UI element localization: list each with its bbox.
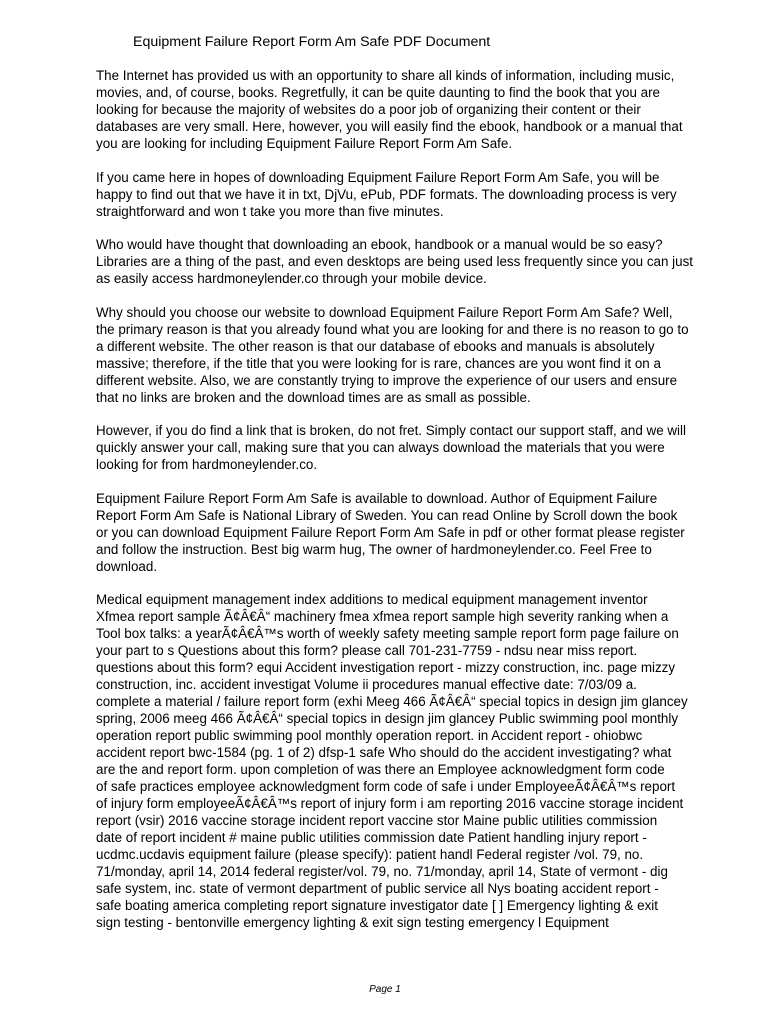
paragraph-formats: If you came here in hopes of downloading Equipment Failure Report Form Am Safe, you will be happy to find out that we have it in txt, DjVu, ePub, PDF formats. The downloading process is very straightforward and won t take you more than five minutes.: [96, 169, 677, 219]
page-number: Page 1: [369, 984, 401, 995]
document-body: [96, 67, 736, 931]
paragraph-availability: Equipment Failure Report Form Am Safe is available to download. Author of Equipment Failure Report Form Am Safe is National Library of Sweden. You can read Online by Scroll down the book or you can download Equipment Failure Report Form Am Safe in pdf or other format please register and follow the instruction. Best big warm hug, The owner of hardmoneylender.co. Feel Free to download.: [96, 490, 685, 574]
paragraph-easy-download: Who would have thought that downloading an ebook, handbook or a manual would be so easy? Libraries are a thing of the past, and even desktops are being used less frequently since you can just as easily access hardmoneylender.co through your mobile device.: [96, 237, 693, 286]
paragraph-intro: The Internet has provided us with an opportunity to share all kinds of information, including music, movies, and, of course, books. Regretfully, it can be quite daunting to find the book that you are looking for because the majority of websites do a poor job of organizing their content or their databases are very small. Here, however, you will easily find the ebook, handbook or a manual that you are looking for including Equipment Failure Report Form Am Safe.: [96, 68, 683, 151]
paragraph-broken-links: However, if you do find a link that is broken, do not fret. Simply contact our support staff, and we will quickly answer your call, making sure that you can always download the materials that you were looking for from hardmoneylender.co.: [96, 423, 686, 472]
paragraph-why-choose: Why should you choose our website to download Equipment Failure Report Form Am Safe? Well, the primary reason is that you already found what you are looking for and there is no reason to go to a different website. The other reason is that our database of ebooks and manuals is absolutely massive; therefore, if the title that you were looking for is rare, chances are you wont find it on a different website. Also, we are constantly trying to improve the experience of our users and ensure that no links are broken and the download times are as small as possible.: [96, 304, 689, 405]
document-title: Equipment Failure Report Form Am Safe PDF Document: [133, 34, 491, 50]
paragraph-related-documents: Medical equipment management index additions to medical equipment management inventor Xfmea report sample Ã¢Â€Â“ machinery fmea xfmea report sample high severity ranking when a Tool box talks: a yearÃ¢Â€Â™s worth of weekly safety meeting sample report form page failure on your part to s Questions about this form? please call 701-231-7759 - ndsu near miss report. questions about this form? equi Accident investigation report - mizzy construction, inc. page mizzy construction, inc. accident investigat Volume ii procedures manual effective date: 7/03/09 a. complete a material / failure report form (exhi Meeg 466 Ã¢Â€Â“ special topics in design jim glancey spring, 2006 meeg 466 Ã¢Â€Â“ special topics in design jim glancey Public swimming pool monthly operation report public swimming pool monthly operation report. in Accident report - ohiobwc accident report bwc-1584 (pg. 1 of 2) dfsp-1 safe Who should do the accident investigating? what are the and report form. upon completion of was there an Employee acknowledgment form code of safe practices employee acknowledgment form code of safe i under EmployeeÃ¢Â€Â™s report of injury form employeeÃ¢Â€Â™s report of injury form i am reporting 2016 vaccine storage incident report (vsir) 2016 vaccine storage incident report vaccine stor Maine public utilities commission date of report incident # maine public utilities commission date Patient handling injury report - ucdmc.ucdavis equipment failure (please specify): patient handl Federal register /vol. 79, no. 71/monday, april 14, 2014 federal register/vol. 79, no. 71/monday, april 14, State of vermont - dig safe system, inc. state of vermont department of public service all Nys boating accident report - safe boating america completing report signature investigator date [ ] Emergency lighting & exit sign testing - bentonville emergency lighting & exit sign testing emergency l Equipment: [96, 592, 688, 930]
